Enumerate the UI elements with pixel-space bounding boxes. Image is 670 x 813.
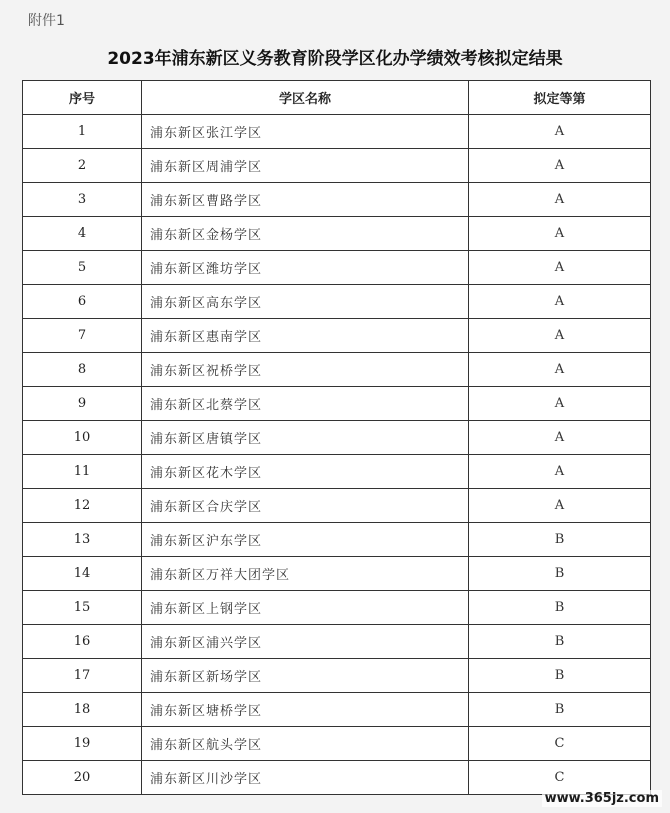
table-row [23, 387, 651, 421]
results-table [22, 80, 651, 795]
table-row [23, 727, 651, 761]
row-index-cell: 3 [23, 183, 142, 217]
table-row [23, 319, 651, 353]
row-index-cell: 6 [23, 285, 142, 319]
district-name-cell: 浦东新区沪东学区 [142, 523, 469, 557]
attachment-label: 附件1 [28, 13, 65, 29]
grade-cell: A [469, 149, 651, 183]
row-index-cell: 4 [23, 217, 142, 251]
grade-cell: A [469, 387, 651, 421]
table-row [23, 557, 651, 591]
district-name-cell: 浦东新区花木学区 [142, 455, 469, 489]
grade-cell: B [469, 591, 651, 625]
district-name-cell: 浦东新区潍坊学区 [142, 251, 469, 285]
grade-cell: A [469, 319, 651, 353]
district-name-cell: 浦东新区金杨学区 [142, 217, 469, 251]
header-grade: 拟定等第 [469, 81, 651, 115]
grade-cell: B [469, 659, 651, 693]
grade-cell: A [469, 421, 651, 455]
row-index-cell: 12 [23, 489, 142, 523]
table-row [23, 625, 651, 659]
grade-cell: C [469, 761, 651, 795]
district-name-cell: 浦东新区北蔡学区 [142, 387, 469, 421]
grade-cell: C [469, 727, 651, 761]
table-row [23, 285, 651, 319]
row-index-cell: 7 [23, 319, 142, 353]
table-row [23, 591, 651, 625]
page-title: 2023年浦东新区义务教育阶段学区化办学绩效考核拟定结果 [107, 49, 563, 69]
table-row [23, 489, 651, 523]
row-index-cell: 9 [23, 387, 142, 421]
grade-cell: B [469, 625, 651, 659]
row-index-cell: 11 [23, 455, 142, 489]
row-index-cell: 19 [23, 727, 142, 761]
row-index-cell: 18 [23, 693, 142, 727]
table-row [23, 251, 651, 285]
district-name-cell: 浦东新区周浦学区 [142, 149, 469, 183]
district-name-cell: 浦东新区塘桥学区 [142, 693, 469, 727]
district-name-cell: 浦东新区唐镇学区 [142, 421, 469, 455]
grade-cell: A [469, 285, 651, 319]
table-row [23, 183, 651, 217]
grade-cell: A [469, 115, 651, 149]
row-index-cell: 20 [23, 761, 142, 795]
table-header-row [23, 81, 651, 115]
table-row [23, 353, 651, 387]
header-index: 序号 [23, 81, 142, 115]
row-index-cell: 15 [23, 591, 142, 625]
district-name-cell: 浦东新区合庆学区 [142, 489, 469, 523]
row-index-cell: 17 [23, 659, 142, 693]
district-name-cell: 浦东新区惠南学区 [142, 319, 469, 353]
row-index-cell: 8 [23, 353, 142, 387]
table-row [23, 115, 651, 149]
district-name-cell: 浦东新区万祥大团学区 [142, 557, 469, 591]
grade-cell: A [469, 489, 651, 523]
table-row [23, 217, 651, 251]
district-name-cell: 浦东新区浦兴学区 [142, 625, 469, 659]
row-index-cell: 16 [23, 625, 142, 659]
district-name-cell: 浦东新区航头学区 [142, 727, 469, 761]
row-index-cell: 13 [23, 523, 142, 557]
grade-cell: B [469, 557, 651, 591]
district-name-cell: 浦东新区上钢学区 [142, 591, 469, 625]
row-index-cell: 14 [23, 557, 142, 591]
table-row [23, 455, 651, 489]
table-row [23, 149, 651, 183]
district-name-cell: 浦东新区高东学区 [142, 285, 469, 319]
row-index-cell: 5 [23, 251, 142, 285]
district-name-cell: 浦东新区曹路学区 [142, 183, 469, 217]
district-name-cell: 浦东新区新场学区 [142, 659, 469, 693]
row-index-cell: 2 [23, 149, 142, 183]
table-row [23, 523, 651, 557]
table-row [23, 659, 651, 693]
header-district-name: 学区名称 [142, 81, 469, 115]
table-row [23, 421, 651, 455]
grade-cell: A [469, 455, 651, 489]
grade-cell: A [469, 183, 651, 217]
table-row [23, 693, 651, 727]
district-name-cell: 浦东新区川沙学区 [142, 761, 469, 795]
grade-cell: A [469, 353, 651, 387]
grade-cell: B [469, 523, 651, 557]
row-index-cell: 10 [23, 421, 142, 455]
grade-cell: A [469, 217, 651, 251]
row-index-cell: 1 [23, 115, 142, 149]
district-name-cell: 浦东新区祝桥学区 [142, 353, 469, 387]
grade-cell: A [469, 251, 651, 285]
district-name-cell: 浦东新区张江学区 [142, 115, 469, 149]
watermark: www.365jz.com [542, 790, 662, 807]
grade-cell: B [469, 693, 651, 727]
